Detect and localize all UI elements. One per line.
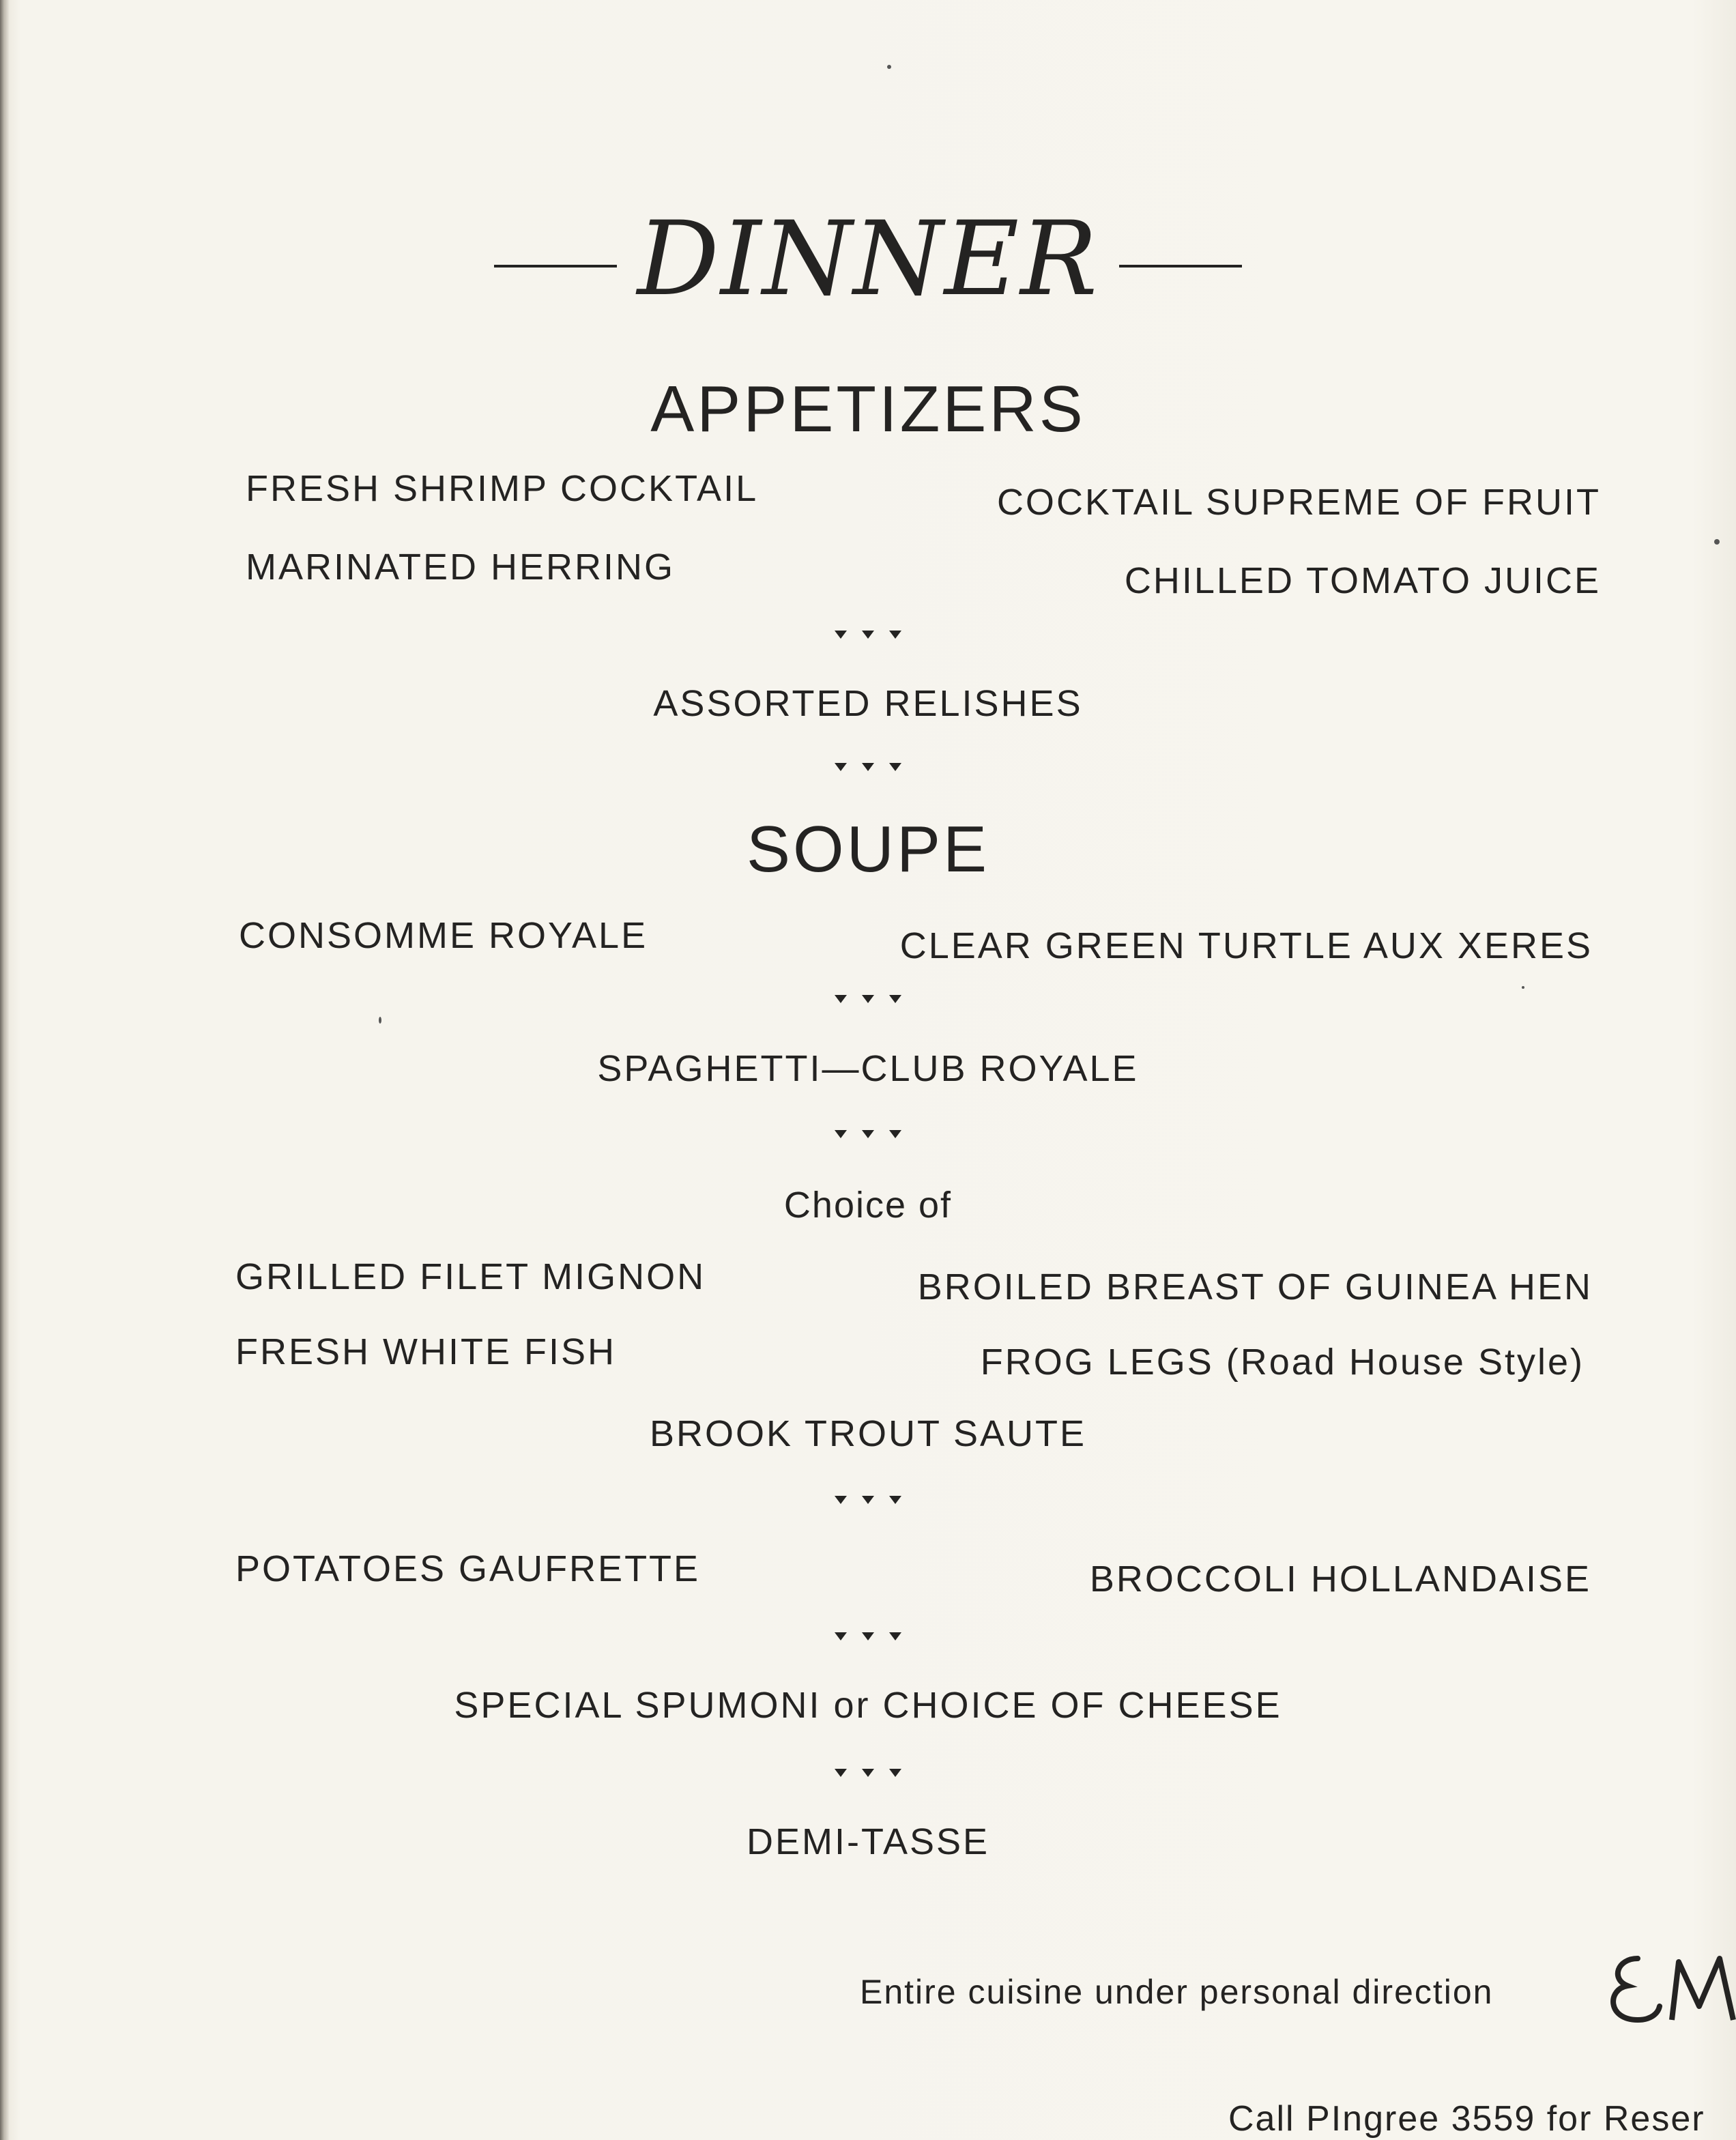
pasta-course: SPAGHETTI—CLUB ROYALE (597, 1048, 1139, 1089)
chef-signature-logo (1597, 1931, 1736, 2040)
assorted-relishes: ASSORTED RELISHES (653, 683, 1083, 724)
title-rule-left (494, 265, 617, 268)
reservation-line: Call PIngree 3559 for Reser (1228, 2099, 1705, 2139)
coffee-course: DEMI-TASSE (746, 1821, 990, 1862)
divider-2 (0, 763, 1736, 779)
appetizer-left-2: MARINATED HERRING (246, 547, 676, 588)
side-left: POTATOES GAUFRETTE (235, 1548, 701, 1589)
divider-5 (0, 1496, 1736, 1512)
divider-6 (0, 1632, 1736, 1649)
dessert-course: SPECIAL SPUMONI or CHOICE OF CHEESE (454, 1685, 1282, 1726)
title-rule-right (1119, 265, 1242, 268)
title-row (0, 191, 1736, 328)
paper-speck (379, 1017, 381, 1024)
soupe-heading: SOUPE (746, 813, 990, 886)
divider-1 (0, 631, 1736, 647)
appetizer-left-1: FRESH SHRIMP COCKTAIL (246, 468, 759, 509)
appetizer-right-2: CHILLED TOMATO JUICE (1124, 560, 1601, 601)
menu-title: DINNER (637, 200, 1099, 319)
appetizers-heading: APPETIZERS (650, 373, 1086, 446)
divider-7 (0, 1769, 1736, 1785)
divider-4 (0, 1130, 1736, 1146)
entree-right-2: FROG LEGS (Road House Style) (980, 1342, 1585, 1383)
paper-speck (887, 65, 891, 69)
entree-left-2: FRESH WHITE FISH (235, 1331, 616, 1372)
soupe-left: CONSOMME ROYALE (239, 915, 648, 956)
appetizer-right-1: COCKTAIL SUPREME OF FRUIT (996, 482, 1601, 523)
paper-speck (1522, 986, 1524, 989)
paper-speck (1714, 539, 1720, 545)
entree-intro: Choice of (783, 1185, 953, 1226)
divider-3 (0, 995, 1736, 1011)
side-right: BROCCOLI HOLLANDAISE (1089, 1559, 1591, 1600)
entree-right-1: BROILED BREAST OF GUINEA HEN (917, 1267, 1593, 1307)
soupe-right: CLEAR GREEN TURTLE AUX XERES (899, 925, 1593, 966)
brook-trout: BROOK TROUT SAUTE (649, 1413, 1087, 1454)
footer-note: Entire cuisine under personal direction (860, 1973, 1494, 2011)
entree-left-1: GRILLED FILET MIGNON (235, 1256, 706, 1297)
